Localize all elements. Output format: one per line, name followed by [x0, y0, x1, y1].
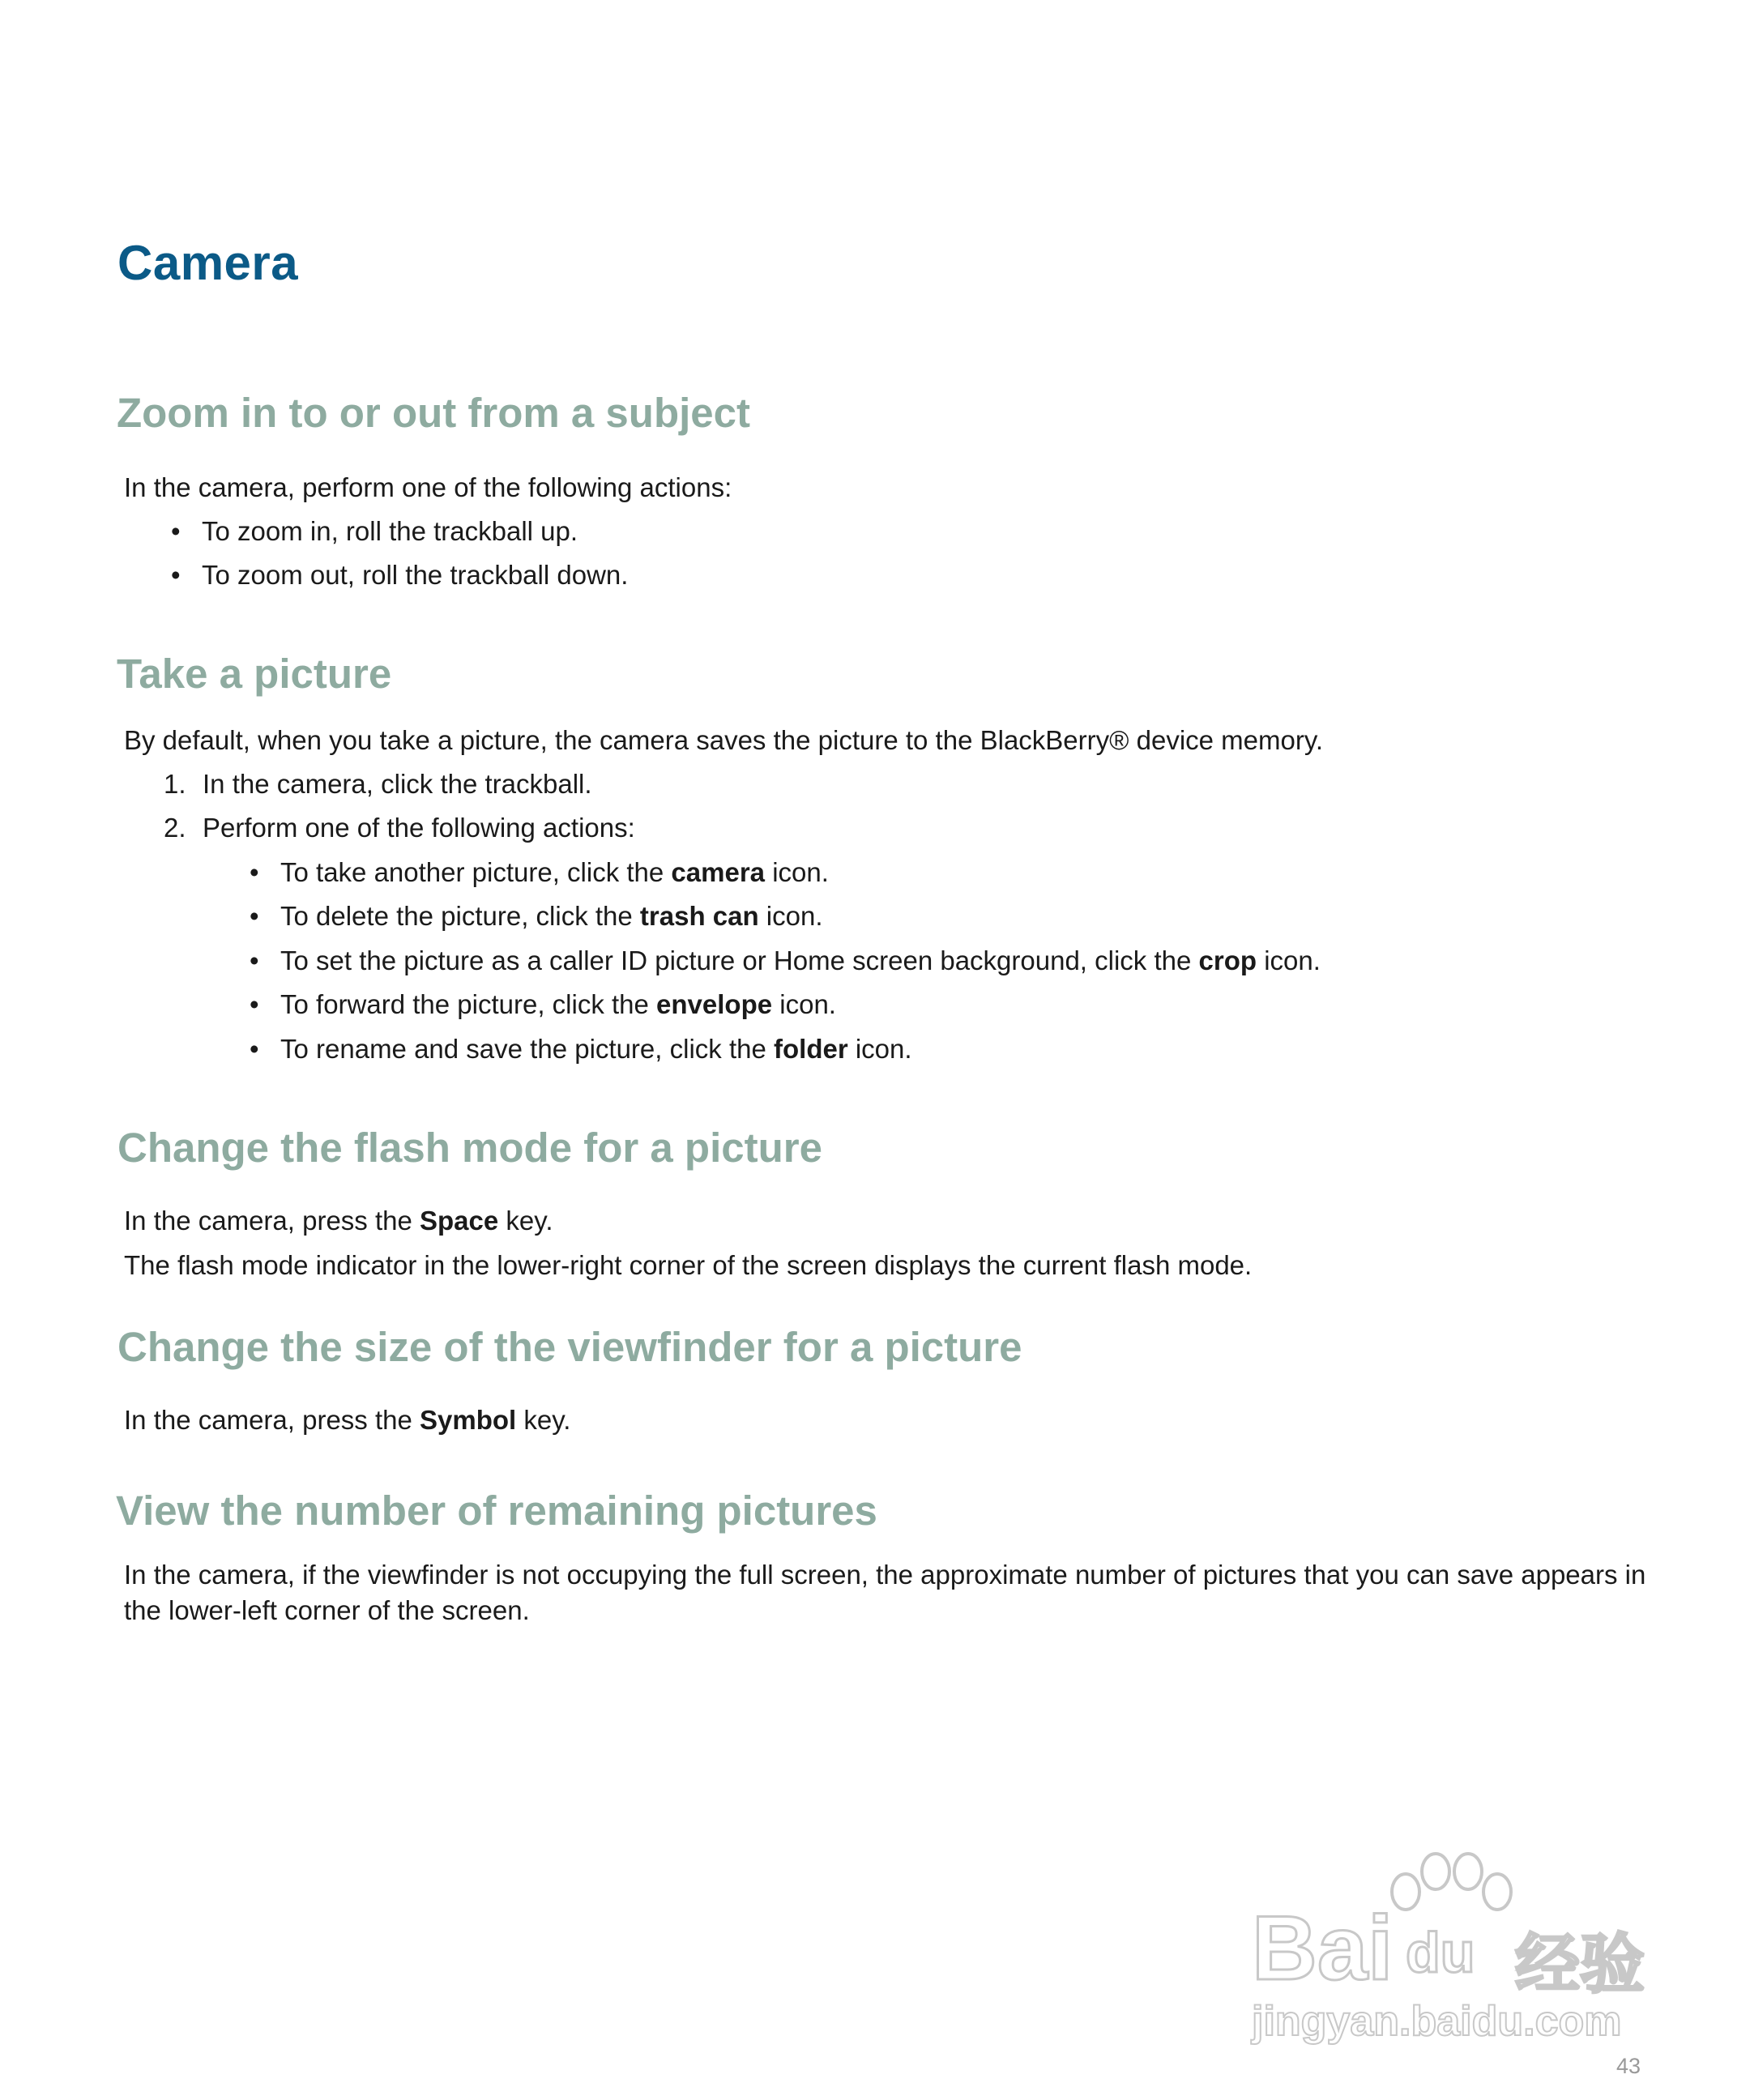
- section-title-zoom: Zoom in to or out from a subject: [117, 390, 750, 436]
- list-item: • To set the picture as a caller ID picture or Home screen background, click the crop icon.: [280, 943, 1321, 979]
- section-title-take-picture: Take a picture: [117, 651, 392, 697]
- numbered-step: 2. Perform one of the following actions:: [164, 813, 635, 843]
- list-item: • To zoom in, roll the trackball up.: [202, 514, 578, 549]
- section-title-remaining: View the number of remaining pictures: [116, 1488, 877, 1534]
- zoom-intro: In the camera, perform one of the following actions:: [124, 472, 732, 502]
- watermark-chinese: 经验: [1515, 1928, 1645, 2000]
- bullet-icon: •: [171, 516, 181, 546]
- bullet-icon: •: [250, 945, 259, 975]
- list-item: • To delete the picture, click the trash can icon.: [280, 898, 823, 934]
- chapter-title: Camera: [117, 236, 299, 290]
- list-item: • To take another picture, click the camera icon.: [280, 855, 829, 890]
- list-item: • To zoom out, roll the trackball down.: [202, 557, 628, 593]
- bullet-icon: •: [250, 857, 259, 887]
- bullet-icon: •: [171, 560, 181, 590]
- section-title-viewfinder: Change the size of the viewfinder for a picture: [117, 1324, 1022, 1370]
- watermark-brand-2: du: [1406, 1921, 1475, 1984]
- bullet-icon: •: [250, 1034, 259, 1064]
- flash-line-2: The flash mode indicator in the lower-right corner of the screen displays the current flash mode.: [124, 1250, 1253, 1280]
- bullet-icon: •: [250, 989, 259, 1019]
- list-item: • To forward the picture, click the envelope icon.: [280, 987, 836, 1022]
- page-number: 43: [1616, 2054, 1641, 2078]
- flash-line-1: In the camera, press the Space key.: [124, 1206, 553, 1236]
- remaining-text: In the camera, if the viewfinder is not occupying the full screen, the approximate number of pictures that you can save appears in the lower-left corner of the screen.: [124, 1560, 1646, 1625]
- watermark-brand: Bai: [1252, 1897, 1394, 1999]
- bullet-icon: •: [250, 901, 259, 931]
- numbered-step: 1. In the camera, click the trackball.: [164, 769, 592, 799]
- take-picture-intro: By default, when you take a picture, the camera saves the picture to the BlackBerry® device memory.: [124, 725, 1324, 755]
- list-item: • To rename and save the picture, click the folder icon.: [280, 1031, 912, 1067]
- baidu-watermark: [1252, 1847, 1657, 2050]
- watermark-url: jingyan.baidu.com: [1252, 1998, 1622, 2045]
- section-title-flash: Change the flash mode for a picture: [117, 1125, 822, 1171]
- viewfinder-line-1: In the camera, press the Symbol key.: [124, 1405, 571, 1435]
